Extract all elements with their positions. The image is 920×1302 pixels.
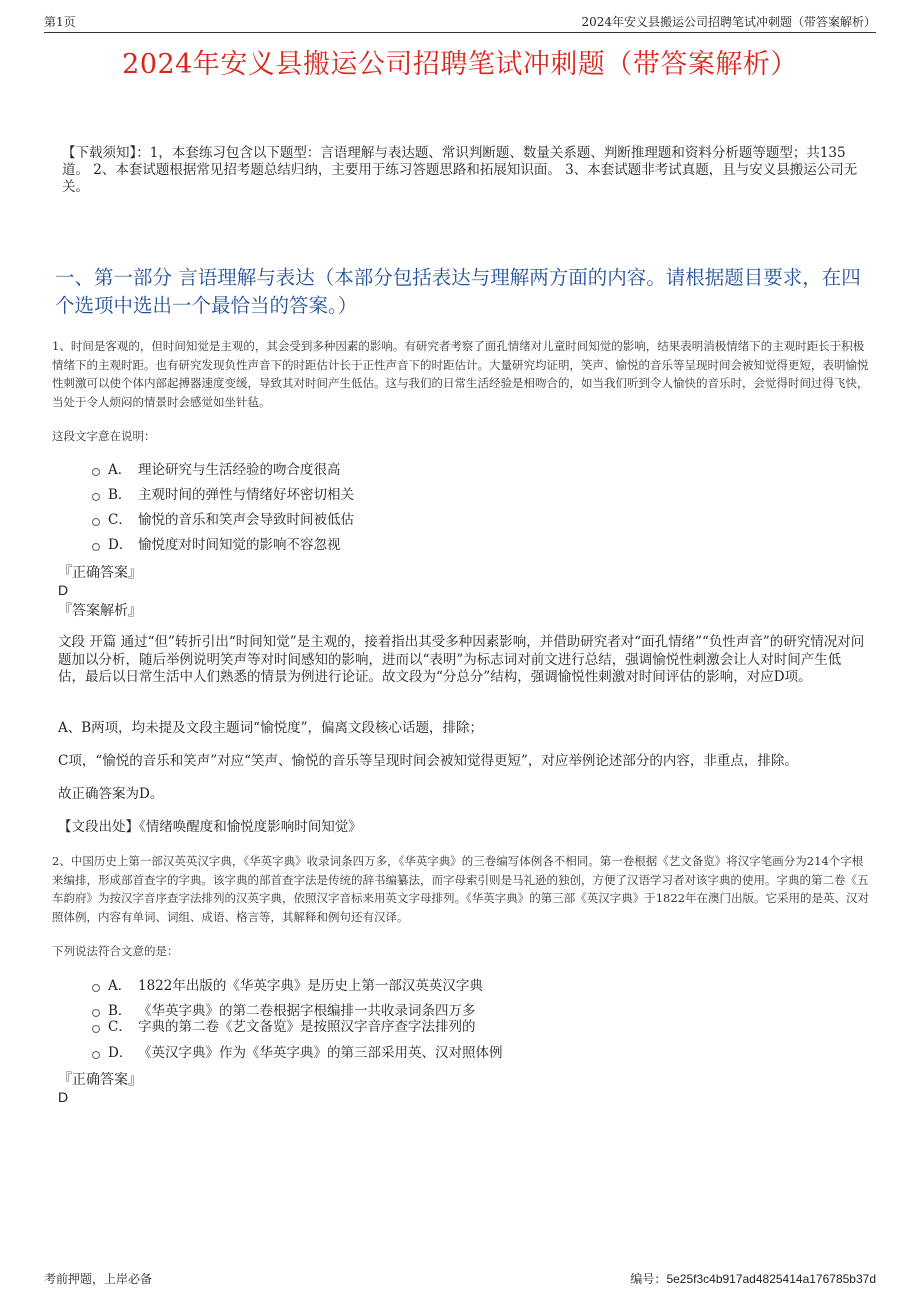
- radio-icon[interactable]: [92, 468, 100, 476]
- q2-option-d[interactable]: [92, 1044, 503, 1062]
- q2-answer-label: 『正确答案』: [58, 1072, 142, 1088]
- footer-code: [630, 1270, 876, 1287]
- radio-icon[interactable]: [92, 984, 100, 992]
- q1-prompt: 这段文字意在说明：: [52, 429, 156, 443]
- radio-icon[interactable]: [92, 543, 100, 551]
- q1-source: 【文段出处】《情绪唤醒度和愉悦度影响时间知觉》: [58, 819, 362, 835]
- radio-icon[interactable]: [92, 1051, 100, 1059]
- option-text: 理论研究与生活经验的吻合度很高: [138, 462, 341, 478]
- option-letter: C．: [108, 512, 132, 528]
- document-title: 2024年安义县搬运公司招聘笔试冲刺题（带答案解析）: [122, 49, 798, 80]
- option-letter: A．: [108, 462, 132, 478]
- q2-answer: D: [58, 1089, 69, 1105]
- option-letter: C．: [108, 1019, 132, 1035]
- radio-icon[interactable]: [92, 1025, 100, 1033]
- footer-code-value: 5e25f3c4b917ad4825414a176785b37d: [666, 1272, 876, 1286]
- option-letter: B．: [108, 1003, 132, 1019]
- option-text: 字典的第二卷《艺文备览》是按照汉字音序查字法排列的: [138, 1019, 476, 1035]
- radio-icon[interactable]: [92, 518, 100, 526]
- q1-analysis-2: A、B两项，均未提及文段主题词“愉悦度”，偏离文段核心话题，排除；: [58, 720, 483, 736]
- header-doc-title: 2024年安义县搬运公司招聘笔试冲刺题（带答案解析）: [581, 15, 876, 29]
- q1-stem: 1、时间是客观的，但时间知觉是主观的，其会受到多种因素的影响。有研究者考察了面孔情绪对儿童时间知觉的影响，结果表明消极情绪下的主观时距长于积极情绪下的主观时距。也有研究发现负性声音下的时距估计长于正性声音下的时距估计。大量研究均证明，笑声、愉悦的音乐等呈现时间会被知觉得更短，表明愉悦性刺激可以使个体内部起搏器速度变缓，导致其对时间产生低估。这与我们的日常生活经验是相吻合的，如当我们听到令人愉快的音乐时，会觉得时间过得飞快，当处于令人烦闷的情景时会感觉如坐针毡。: [52, 339, 869, 409]
- option-letter: A．: [108, 978, 132, 994]
- q2-option-a[interactable]: [92, 977, 483, 995]
- option-letter: D．: [108, 1045, 133, 1061]
- option-letter: B．: [108, 487, 132, 503]
- q2-prompt: 下列说法符合文意的是：: [52, 944, 179, 958]
- q1-option-b[interactable]: [92, 486, 354, 504]
- q1-analysis-4: 故正确答案为D。: [58, 786, 164, 802]
- page-footer: [44, 1270, 876, 1287]
- q1-answer: D: [58, 582, 69, 598]
- section-heading: 一、第一部分 言语理解与表达（本部分包括表达与理解两方面的内容。请根据题目要求，在四个选项中选出一个最恰当的答案。）: [55, 266, 861, 317]
- option-text: 《英汉字典》作为《华英字典》的第三部采用英、汉对照体例: [138, 1045, 503, 1061]
- option-text: 主观时间的弹性与情绪好坏密切相关: [138, 487, 354, 503]
- option-text: 《华英字典》的第二卷根据字根编排一共收录词条四万多: [138, 1003, 476, 1019]
- q1-analysis-3: C项，“愉悦的音乐和笑声”对应“笑声、愉悦的音乐等呈现时间会被知觉得更短”，对应举例论述部分的内容，非重点，排除。: [58, 753, 798, 769]
- page-number: 第1页: [44, 15, 76, 29]
- option-text: 愉悦度对时间知觉的影响不容忽视: [138, 537, 341, 553]
- radio-icon[interactable]: [92, 1009, 100, 1017]
- option-letter: D．: [108, 537, 133, 553]
- q1-analysis-label: 『答案解析』: [58, 603, 142, 619]
- q1-answer-label: 『正确答案』: [58, 565, 142, 581]
- q1-option-d[interactable]: [92, 536, 341, 554]
- q1-option-c[interactable]: [92, 511, 354, 529]
- q2-option-c[interactable]: [92, 1018, 476, 1036]
- q1-option-a[interactable]: [92, 461, 341, 479]
- q2-stem: 2、中国历史上第一部汉英英汉字典，《华英字典》收录词条四万多，《华英字典》的三卷编写体例各不相同。第一卷根据《艺文备览》将汉字笔画分为214个字根来编排，形成部首查字的字典。该字典的部首查字法是传统的辞书编纂法，而字母索引则是马礼逊的独创，方便了汉语学习者对该字典的使用。字典的第二卷《五车韵府》为按汉字音序查字法排列的汉英字典，依照汉字音标来用英文字母排列。《华英字典》的第三部《英汉字典》于1822年在澳门出版。它采用的是英、汉对照体例，内容有单词、词组、成语、格言等，其解释和例句还有汉译。: [52, 854, 870, 924]
- page-header: [44, 12, 876, 33]
- radio-icon[interactable]: [92, 493, 100, 501]
- q1-analysis-1: 文段 开篇 通过“但”转折引出“时间知觉”是主观的，接着指出其受多种因素影响，并借助研究者对“面孔情绪”“负性声音”的研究情况对问题加以分析，随后举例说明笑声等对时间感知的影响，进而以“表明”为标志词对前文进行总结，强调愉悦性刺激会让人对时间产生低估，最后以日常生活中人们熟悉的情景为例进行论证。故文段为“分总分”结构，强调愉悦性刺激对时间评估的影响，对应D项。: [58, 634, 865, 685]
- option-text: 愉悦的音乐和笑声会导致时间被低估: [138, 512, 354, 528]
- download-notice: 【下载须知】：1，本套练习包含以下题型：言语理解与表达题、常识判断题、数量关系题、判断推理题和资料分析题等题型；共135道。 2、本套试题根据常见招考题总结归纳，主要用于练习答题思路和拓展知识面。 3、本套试题非考试真题，且与安义县搬运公司无关。: [62, 145, 858, 195]
- footer-slogan: 考前押题，上岸必备: [44, 1272, 153, 1286]
- option-text: 1822年出版的《华英字典》是历史上第一部汉英英汉字典: [138, 978, 483, 994]
- footer-code-label: 编号：: [630, 1272, 667, 1286]
